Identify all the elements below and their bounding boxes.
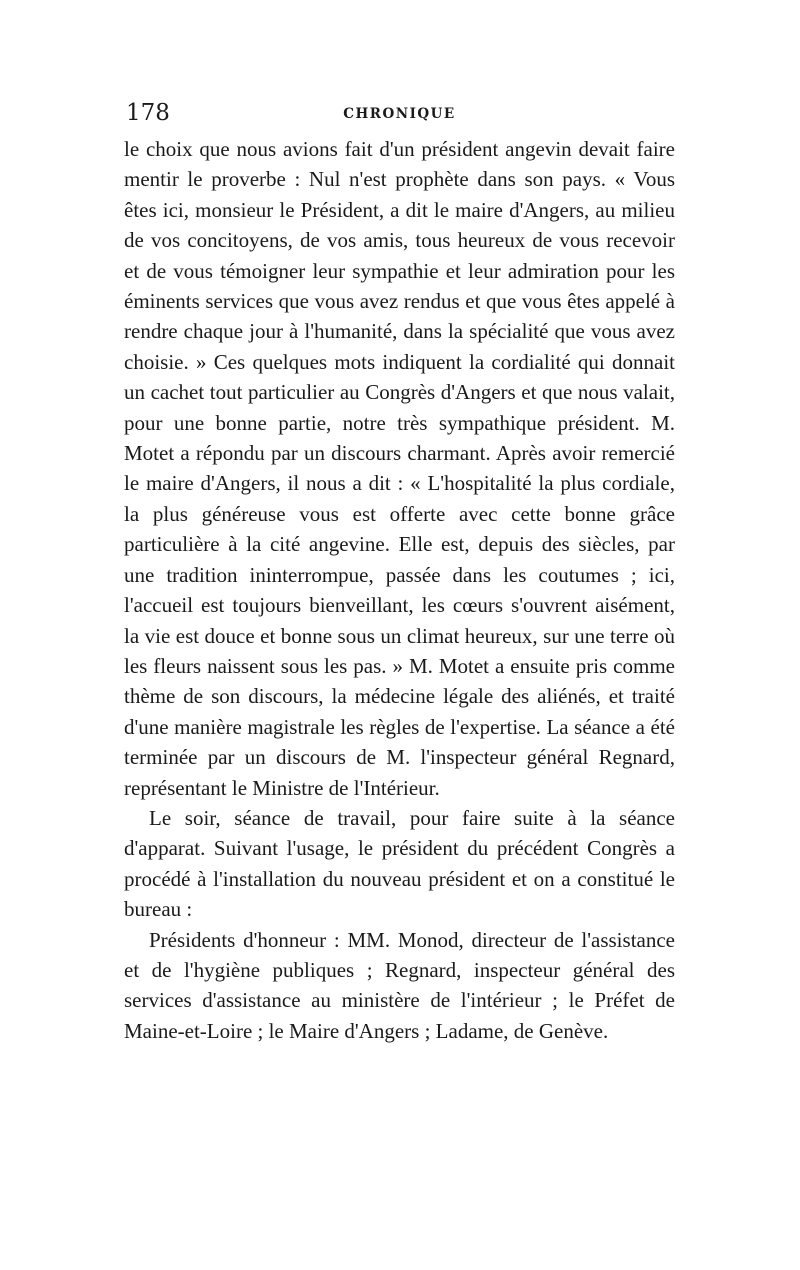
running-head: CHRONIQUE	[343, 106, 456, 122]
page-header	[124, 100, 675, 130]
paragraph-evening-session: Le soir, séance de travail, pour faire suite à la séance d'apparat. Suivant l'usage, le président du précédent Congrès a procédé à l'installation du nouveau président et on a constitué le bureau :	[124, 805, 675, 922]
paragraph-continuation: le choix que nous avions fait d'un président angevin devait faire mentir le proverbe : Nul n'est prophète dans son pays. « Vous êtes ici, monsieur le Président, a dit le maire d'Angers, au milieu de vos concitoyens, de vos amis, tous heureux de vous recevoir et de vous témoigner leur sympathie et leur admiration pour les éminents services que vous avez rendus et que vous êtes appelé à rendre chaque jour à l'humanité, dans la spécialité que vous avez choisie. » Ces quelques mots indiquent la cordialité qui donnait un cachet tout particulier au Congrès d'Angers et que nous valait, pour une bonne partie, notre très sympathique président. M. Motet a répondu par un discours charmant. Après avoir remercié le maire d'Angers, il nous a dit : « L'hospitalité la plus cordiale, la plus généreuse vous est offerte avec cette bonne grâce particulière à la cité angevine. Elle est, depuis des siècles, par une tradition ininterrompue, passée dans les coutumes ; ici, l'accueil est toujours bienveillant, les cœurs s'ouvrent aisément, la vie est douce et bonne sous un climat heureux, sur une terre où les fleurs naissent sous les pas. » M. Motet a ensuite pris comme thème de son discours, la médecine légale des aliénés, et traité d'une manière magistrale les règles de l'expertise. La séance a été terminée par un discours de M. l'inspecteur général Regnard, représentant le Ministre de l'Intérieur.	[124, 137, 675, 800]
paragraph-honorary-presidents: Présidents d'honneur : MM. Monod, directeur de l'assistance et de l'hygiène publiques ; Regnard, inspecteur général des services d'assistance au ministère de l'intérieur ; le Préfet de Maine-et-Loire ; le Maire d'Angers ; Ladame, de Genève.	[124, 927, 675, 1043]
body-text	[124, 134, 675, 1046]
book-page	[124, 100, 675, 1046]
page-number: 178	[126, 100, 170, 126]
